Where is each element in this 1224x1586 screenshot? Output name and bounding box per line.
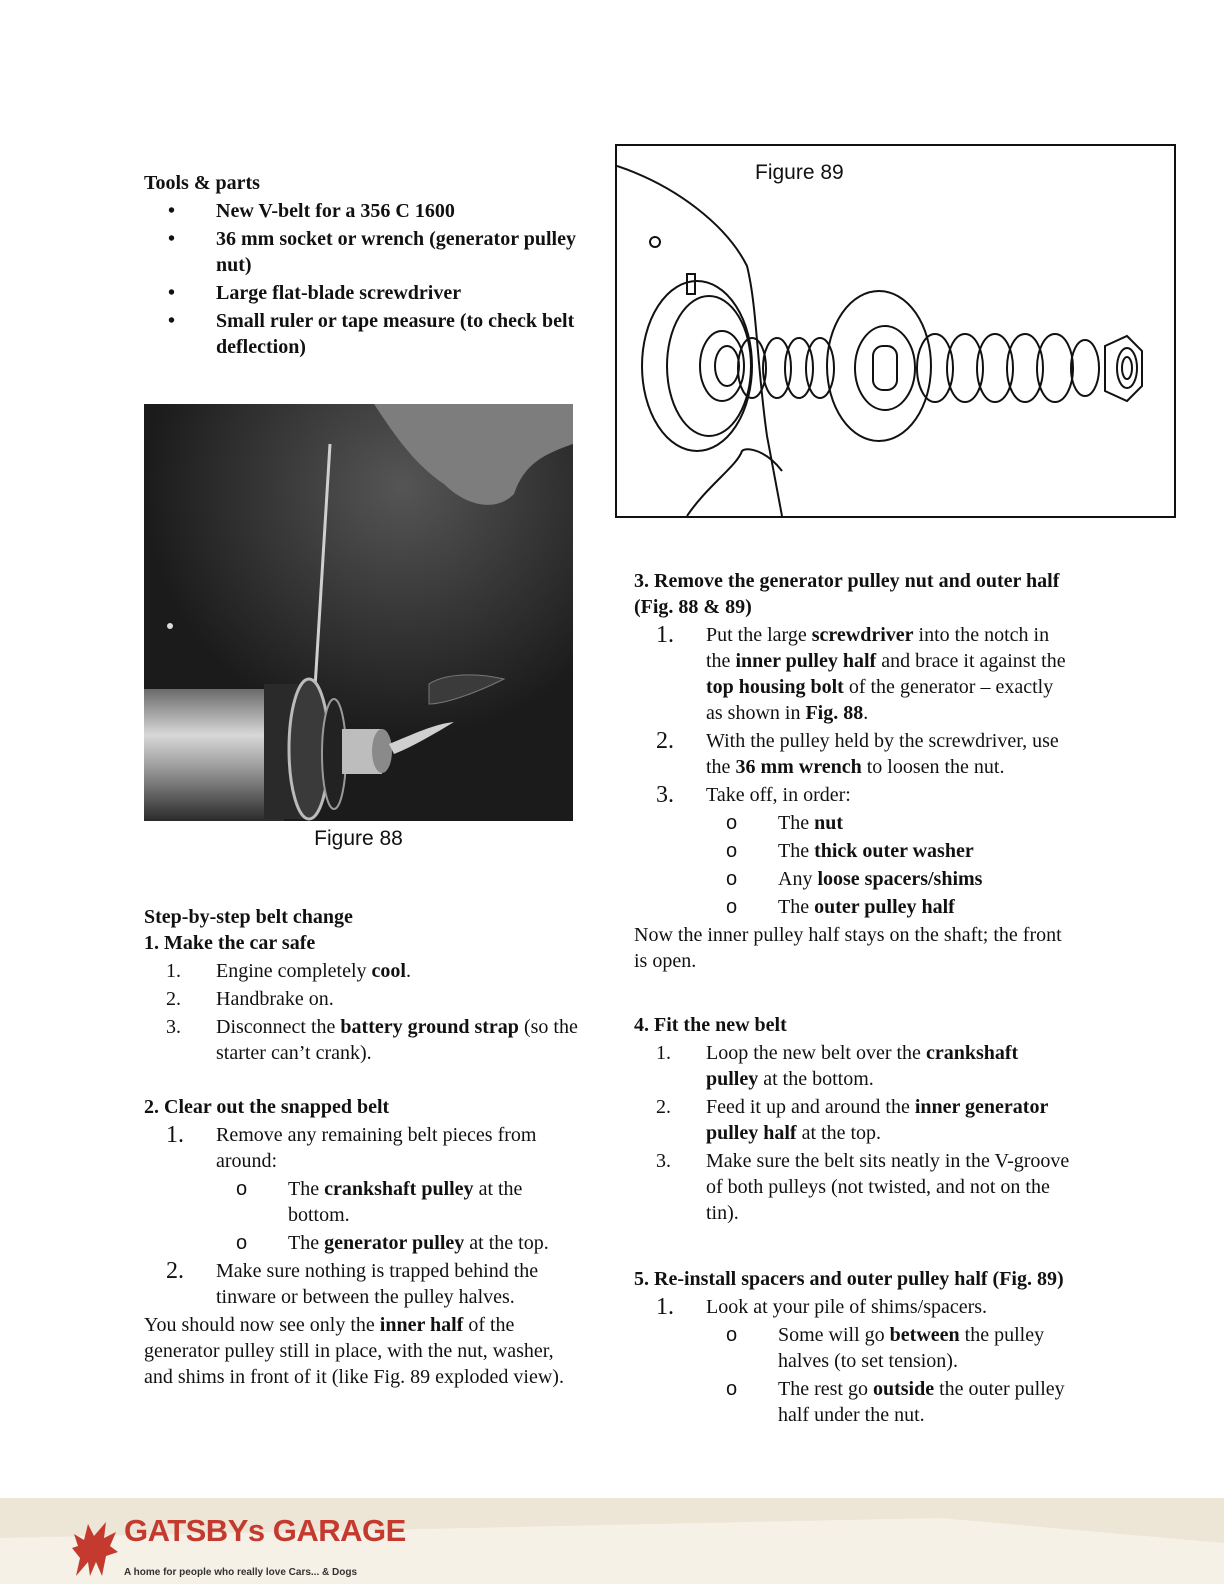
list-item: 3. Make sure the belt sits neatly in the V-groove of both pulleys (not twisted, and not on the tin).: [656, 1150, 1070, 1224]
list-item: 1. Remove any remaining belt pieces from around:: [166, 1122, 537, 1172]
figure-88-photo: [144, 404, 573, 821]
sub-item: o The crankshaft pulley at the bottom.: [236, 1178, 523, 1226]
list-item: 1. Look at your pile of shims/spacers.: [656, 1294, 988, 1320]
griffin-logo-icon: [66, 1518, 120, 1578]
steps-heading: Step-by-step belt change: [144, 906, 353, 928]
list-item: 3. Disconnect the battery ground strap (so the starter can’t crank).: [166, 1016, 578, 1064]
list-item: 2. Make sure nothing is trapped behind the tinware or between the pulley halves.: [166, 1258, 539, 1308]
right-column: [634, 568, 1074, 1430]
step1-title: 1. Make the car safe: [144, 932, 316, 954]
tool-item: • 36 mm socket or wrench (generator pulley nut): [168, 228, 576, 276]
list-item: 1. Put the large screwdriver into the notch in the inner pulley half and brace it against the top housing bolt of the generator – exactly as shown in Fig. 88.: [656, 622, 1066, 724]
figure-88-caption: Figure 88: [314, 827, 403, 850]
list-item: 1. Engine completely cool.: [166, 960, 411, 982]
sub-item: o The rest go outside the outer pulley half under the nut.: [726, 1378, 1065, 1426]
left-steps: [144, 904, 584, 1390]
step3-note: Now the inner pulley half stays on the shaft; the front is open.: [634, 924, 1062, 972]
list-item: 2. Feed it up and around the inner generator pulley half at the top.: [656, 1096, 1048, 1144]
list-item: 3. Take off, in order:: [656, 782, 851, 808]
step2-title: 2. Clear out the snapped belt: [144, 1096, 390, 1118]
list-item: 1. Loop the new belt over the crankshaft pulley at the bottom.: [656, 1042, 1019, 1090]
tool-item: • New V-belt for a 356 C 1600: [168, 200, 455, 222]
sub-item: o Any loose spacers/shims: [726, 868, 983, 890]
tool-item: • Small ruler or tape measure (to check belt deflection): [168, 310, 575, 358]
sub-item: o The thick outer washer: [726, 840, 974, 862]
step3-title: 3. Remove the generator pulley nut and outer half (Fig. 88 & 89): [634, 570, 1060, 618]
sub-item: o Some will go between the pulley halves (to set tension).: [726, 1324, 1045, 1372]
tool-item: • Large flat-blade screwdriver: [168, 282, 462, 304]
step4-title: 4. Fit the new belt: [634, 1014, 787, 1036]
sub-item: o The generator pulley at the top.: [236, 1232, 549, 1254]
step2-note: You should now see only the inner half of the generator pulley still in place, with the nut, washer, and shims in front of it (like Fig. 89 exploded view).: [144, 1314, 564, 1388]
brand-tagline: A home for people who really love Cars... & Dogs: [124, 1567, 358, 1578]
figure-89-exploded-view: [615, 144, 1176, 518]
list-item: 2. With the pulley held by the screwdriver, use the 36 mm wrench to loosen the nut.: [656, 728, 1059, 778]
figure-89-caption: Figure 89: [755, 161, 844, 184]
step5-title: 5. Re-install spacers and outer pulley half (Fig. 89): [634, 1268, 1064, 1290]
tools-heading: Tools & parts: [144, 172, 260, 194]
sub-item: o The nut: [726, 812, 843, 834]
left-column: [144, 170, 584, 362]
sub-item: o The outer pulley half: [726, 896, 955, 918]
brand-name: GATSBYs GARAGE: [124, 1513, 406, 1548]
list-item: 2. Handbrake on.: [166, 988, 334, 1010]
